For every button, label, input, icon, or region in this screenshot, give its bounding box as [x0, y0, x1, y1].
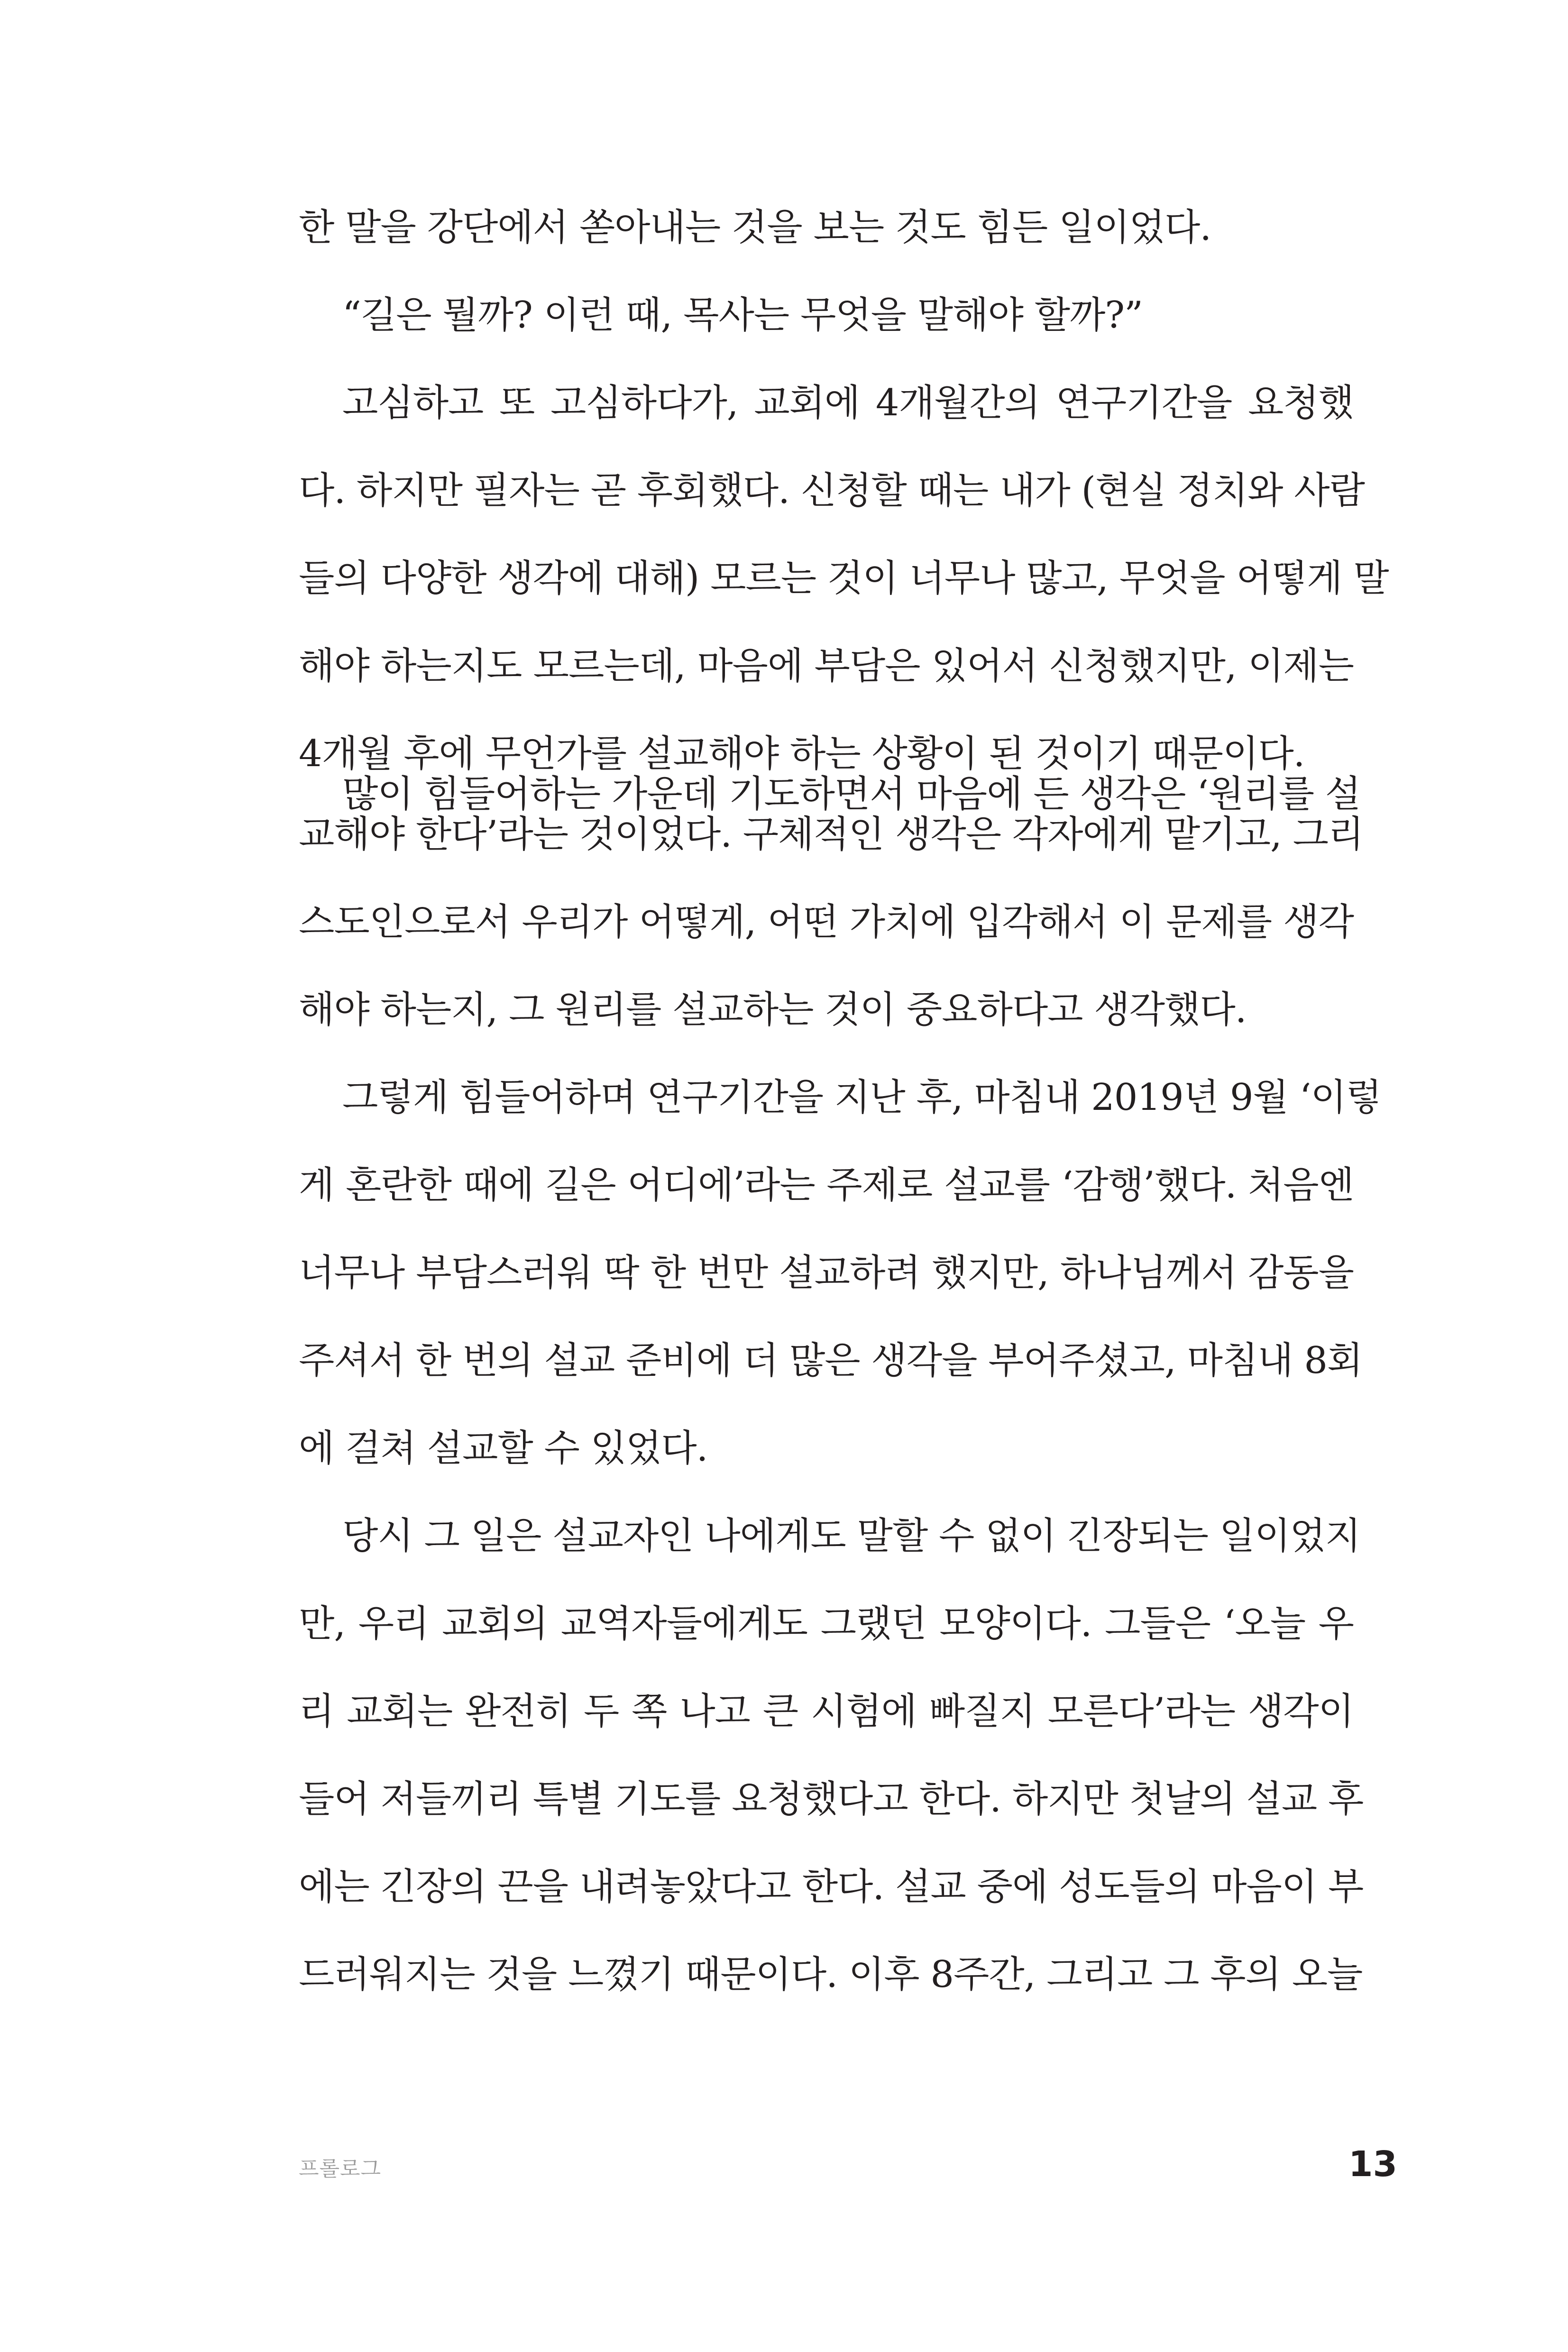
body-line: 그렇게 힘들어하며 연구기간을 지난 후, 마침내 2019년 9월 ‘이렇: [342, 1076, 1382, 1119]
body-line: 들의 다양한 생각에 대해) 모르는 것이 너무나 많고, 무엇을 어떻게 말: [299, 557, 1389, 600]
body-line: “길은 뭘까? 이런 때, 목사는 무엇을 말해야 할까?”: [342, 294, 1143, 337]
body-line: 스도인으로서 우리가 어떻게, 어떤 가치에 입각해서 이 문제를 생각: [299, 901, 1354, 943]
body-line: 한 말을 강단에서 쏟아내는 것을 보는 것도 힘든 일이었다.: [299, 206, 1211, 249]
body-line: 만, 우리 교회의 교역자들에게도 그랬던 모양이다. 그들은 ‘오늘 우: [299, 1602, 1354, 1645]
body-line: 드러워지는 것을 느꼈기 때문이다. 이후 8주간, 그리고 그 후의 오늘: [299, 1953, 1363, 1996]
body-line: 해야 하는지, 그 원리를 설교하는 것이 중요하다고 생각했다.: [299, 988, 1247, 1031]
body-line: 당시 그 일은 설교자인 나에게도 말할 수 없이 긴장되는 일이었지: [342, 1515, 1361, 1557]
body-line: 게 혼란한 때에 길은 어디에’라는 주제로 설교를 ‘감행’했다. 처음엔: [299, 1164, 1354, 1207]
body-line: 리 교회는 완전히 두 쪽 나고 큰 시험에 빠질지 모른다’라는 생각이: [299, 1690, 1354, 1733]
body-line: 해야 하는지도 모르는데, 마음에 부담은 있어서 신청했지만, 이제는: [299, 645, 1354, 687]
body-line: 고심하고 또 고심하다가, 교회에 4개월간의 연구기간을 요청했: [342, 382, 1354, 424]
body-line: 들어 저들끼리 특별 기도를 요청했다고 한다. 하지만 첫날의 설교 후: [299, 1778, 1364, 1821]
body-line: 교해야 한다’라는 것이었다. 구체적인 생각은 각자에게 맡기고, 그리: [299, 813, 1364, 856]
body-line: 많이 힘들어하는 가운데 기도하면서 마음에 든 생각은 ‘원리를 설: [342, 773, 1361, 815]
body-line: 다. 하지만 필자는 곧 후회했다. 신청할 때는 내가 (현실 정치와 사람: [299, 469, 1365, 512]
page-number: 13: [1348, 2144, 1397, 2185]
body-line: 너무나 부담스러워 딱 한 번만 설교하려 했지만, 하나님께서 감동을: [299, 1252, 1354, 1294]
body-line: 4개월 후에 무언가를 설교해야 하는 상황이 된 것이기 때문이다.: [299, 732, 1305, 775]
body-line: 주셔서 한 번의 설교 준비에 더 많은 생각을 부어주셨고, 마침내 8회: [299, 1339, 1363, 1382]
body-line: 에 걸쳐 설교할 수 있었다.: [299, 1427, 708, 1470]
body-line: 에는 긴장의 끈을 내려놓았다고 한다. 설교 중에 성도들의 마음이 부: [299, 1866, 1364, 1908]
footer-section-title: 프롤로그: [299, 2157, 382, 2181]
